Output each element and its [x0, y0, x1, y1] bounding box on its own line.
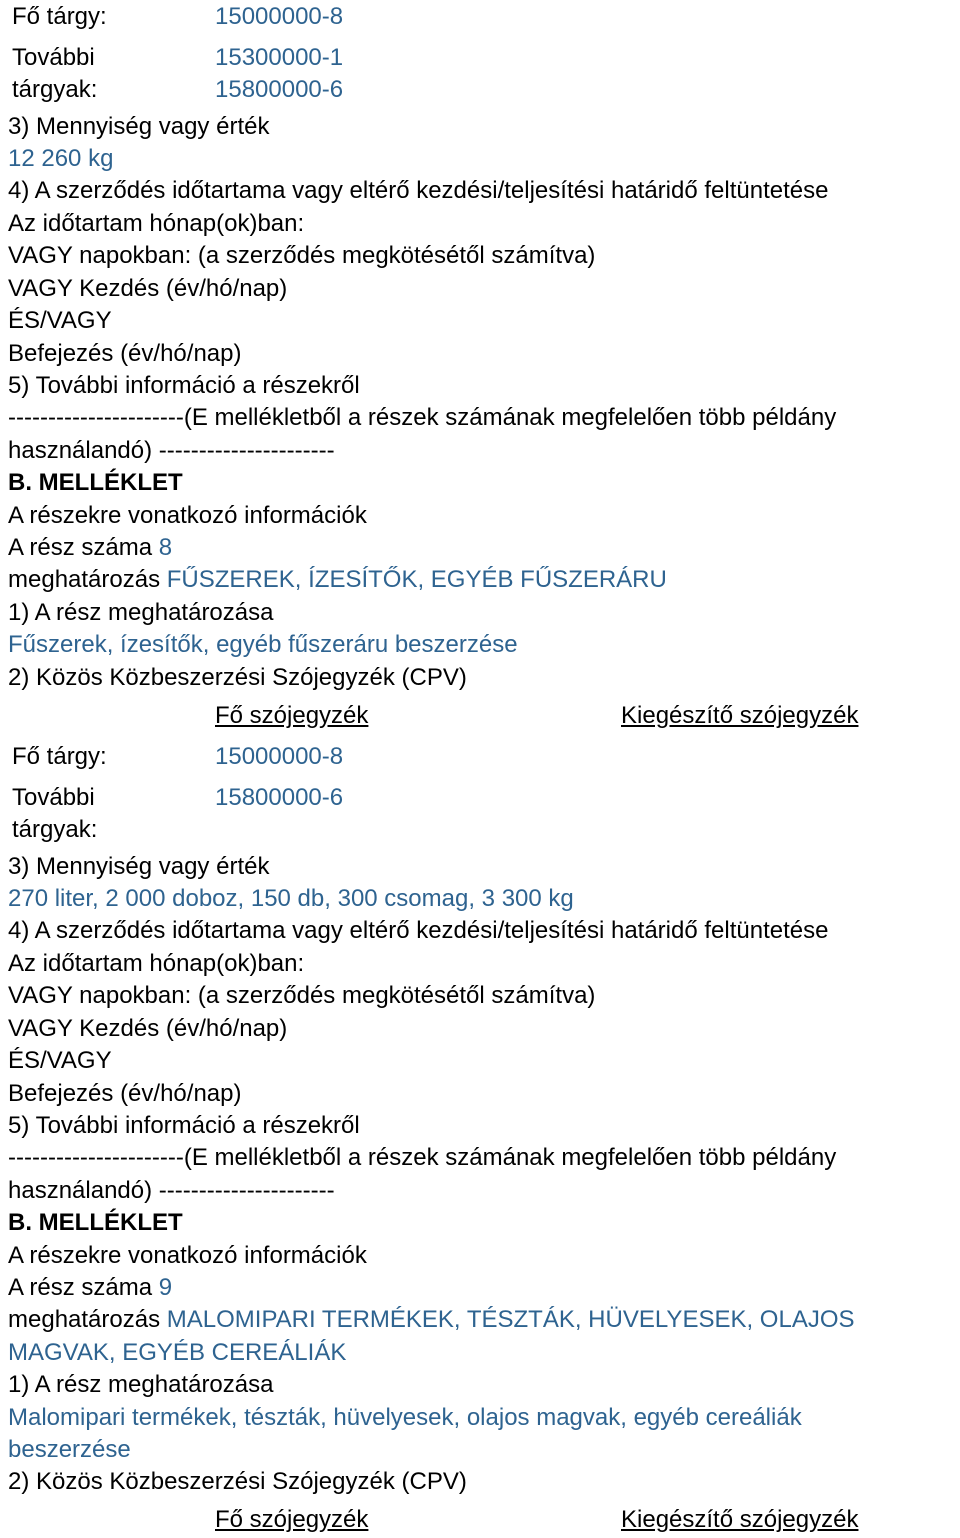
quantity-title: 3) Mennyiség vagy érték: [8, 853, 270, 880]
cpv-title: 2) Közös Közbeszerzési Szójegyzék (CPV): [8, 664, 467, 691]
additional-subjects-label-2: tárgyak:: [12, 816, 98, 843]
additional-subjects-label: További: [12, 44, 95, 71]
duration-title: 4) A szerződés időtartama vagy eltérő kezdési/teljesítési határidő feltüntetése: [8, 177, 829, 204]
definition-line: [8, 1304, 855, 1336]
end-date: Befejezés (év/hó/nap): [8, 340, 242, 367]
quantity-title: 3) Mennyiség vagy érték: [8, 113, 270, 140]
duration-months: Az időtartam hónap(ok)ban:: [8, 950, 305, 977]
separator-line-2: használandó) ----------------------: [8, 1177, 335, 1204]
part-number-label: A rész száma: [8, 534, 153, 561]
separator-line-2: használandó) ----------------------: [8, 437, 335, 464]
main-subject-label: Fő tárgy:: [12, 743, 107, 770]
part-number-value: 9: [158, 1274, 173, 1301]
cpv-title: 2) Közös Közbeszerzési Szójegyzék (CPV): [8, 1468, 467, 1495]
part-number-value: 8: [158, 534, 173, 561]
main-subject-label: Fő tárgy:: [12, 3, 107, 30]
duration-days: VAGY napokban: (a szerződés megkötésétől számítva): [8, 982, 596, 1009]
part-description-value: Fűszerek, ízesítők, egyéb fűszeráru beszerzése: [8, 631, 518, 658]
definition-value: MALOMIPARI TERMÉKEK, TÉSZTÁK, HÜVELYESEK, OLAJOS: [166, 1306, 855, 1333]
and-or: ÉS/VAGY: [8, 307, 112, 334]
part-description-value-continued: beszerzése: [8, 1436, 131, 1463]
start-date: VAGY Kezdés (év/hó/nap): [8, 275, 288, 302]
start-date: VAGY Kezdés (év/hó/nap): [8, 1015, 288, 1042]
additional-info-title: 5) További információ a részekről: [8, 1112, 360, 1139]
part-description-value: Malomipari termékek, tészták, hüvelyesek, olajos magvak, egyéb cereáliák: [8, 1404, 802, 1431]
definition-value: FŰSZEREK, ÍZESÍTŐK, EGYÉB FŰSZERÁRU: [166, 566, 667, 593]
part-description-title: 1) A rész meghatározása: [8, 1371, 274, 1398]
supplementary-vocabulary-header: Kiegészítő szójegyzék: [621, 1506, 859, 1533]
definition-label: meghatározás: [8, 1306, 161, 1333]
main-subject-code: 15000000-8: [215, 743, 344, 770]
additional-info-title: 5) További információ a részekről: [8, 372, 360, 399]
main-subject-code: 15000000-8: [215, 3, 344, 30]
and-or: ÉS/VAGY: [8, 1047, 112, 1074]
main-vocabulary-header: Fő szójegyzék: [215, 702, 369, 729]
supplementary-vocabulary-header: Kiegészítő szójegyzék: [621, 702, 859, 729]
definition-line: [8, 564, 667, 596]
additional-subjects-label: További: [12, 784, 95, 811]
additional-subject-code: 15300000-1: [215, 44, 344, 71]
annex-heading: B. MELLÉKLET: [8, 1209, 183, 1236]
duration-months: Az időtartam hónap(ok)ban:: [8, 210, 305, 237]
duration-title: 4) A szerződés időtartama vagy eltérő kezdési/teljesítési határidő feltüntetése: [8, 917, 829, 944]
additional-subject-code: 15800000-6: [215, 76, 344, 103]
quantity-value: 270 liter, 2 000 doboz, 150 db, 300 csomag, 3 300 kg: [8, 885, 574, 912]
definition-label: meghatározás: [8, 566, 161, 593]
parts-info: A részekre vonatkozó információk: [8, 502, 367, 529]
end-date: Befejezés (év/hó/nap): [8, 1080, 242, 1107]
additional-subject-code: 15800000-6: [215, 784, 344, 811]
part-number-line: [8, 1272, 172, 1304]
annex-heading: B. MELLÉKLET: [8, 469, 183, 496]
part-number-line: [8, 532, 172, 564]
part-description-title: 1) A rész meghatározása: [8, 599, 274, 626]
quantity-value: 12 260 kg: [8, 145, 114, 172]
additional-subjects-label-2: tárgyak:: [12, 76, 98, 103]
separator-line: ----------------------(E mellékletből a részek számának megfelelően több példány: [8, 404, 837, 431]
definition-value-continued: MAGVAK, EGYÉB CEREÁLIÁK: [8, 1339, 347, 1366]
duration-days: VAGY napokban: (a szerződés megkötésétől számítva): [8, 242, 596, 269]
part-number-label: A rész száma: [8, 1274, 153, 1301]
main-vocabulary-header: Fő szójegyzék: [215, 1506, 369, 1533]
parts-info: A részekre vonatkozó információk: [8, 1242, 367, 1269]
separator-line: ----------------------(E mellékletből a részek számának megfelelően több példány: [8, 1144, 837, 1171]
